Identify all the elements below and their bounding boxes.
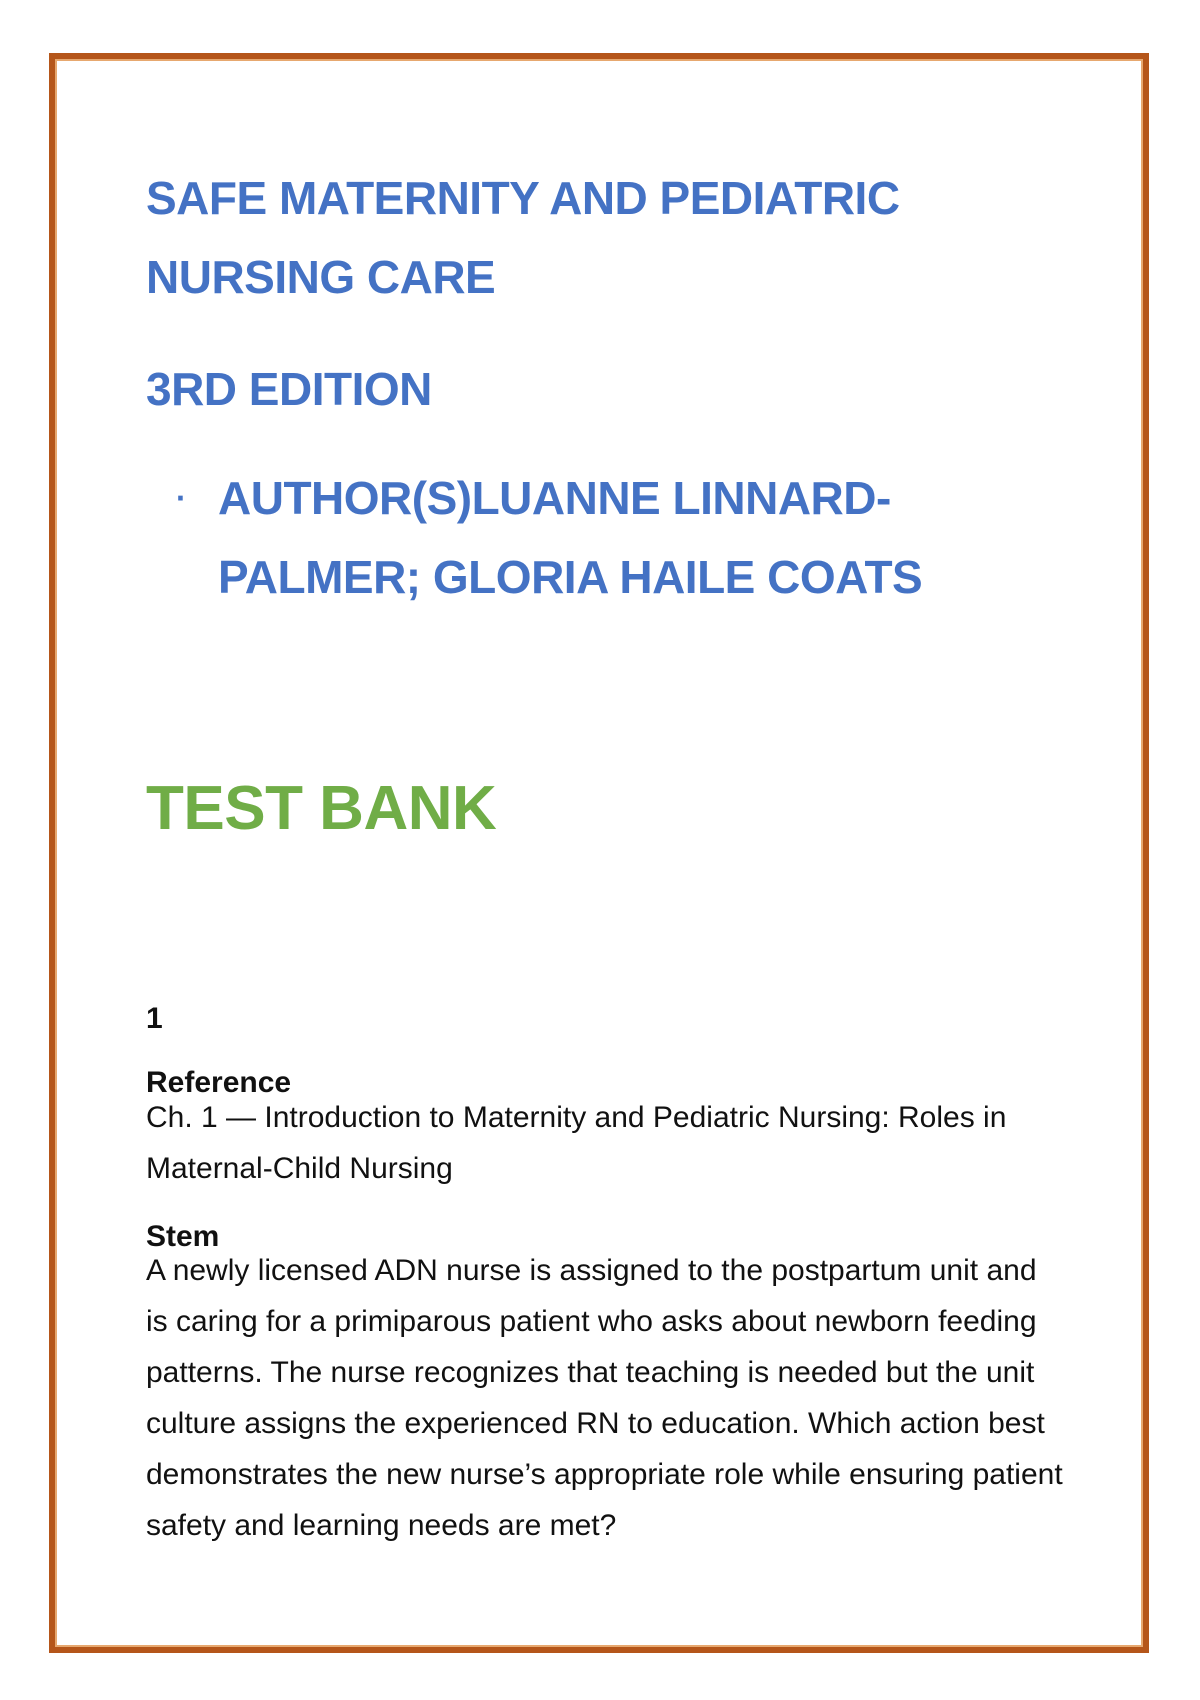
test-bank-heading: TEST BANK bbox=[146, 774, 497, 843]
question-number: 1 bbox=[146, 1002, 163, 1035]
document-title: SAFE MATERNITY AND PEDIATRIC NURSING CARE bbox=[146, 172, 900, 303]
stem-label: Stem bbox=[146, 1220, 220, 1253]
bullet-icon: · bbox=[176, 480, 187, 516]
reference-text: Ch. 1 — Introduction to Maternity and Pediatric Nursing: Roles in Maternal-Child Nursing bbox=[146, 1101, 1007, 1185]
reference-label: Reference bbox=[146, 1066, 292, 1099]
document-page bbox=[49, 53, 1149, 1653]
authors-text: AUTHOR(S)LUANNE LINNARD-PALMER; GLORIA HAILE COATS bbox=[218, 472, 923, 603]
stem-text: A newly licensed ADN nurse is assigned to the postpartum unit and is caring for a primiparous patient who asks about newborn feeding patterns. The nurse recognizes that teaching is needed but the unit culture assigns the experienced RN to education. Which action best demonstrates the new nurse’s appropriate role while ensuring patient safety and learning needs are met? bbox=[146, 1254, 1063, 1542]
edition-label: 3RD EDITION bbox=[146, 363, 432, 415]
